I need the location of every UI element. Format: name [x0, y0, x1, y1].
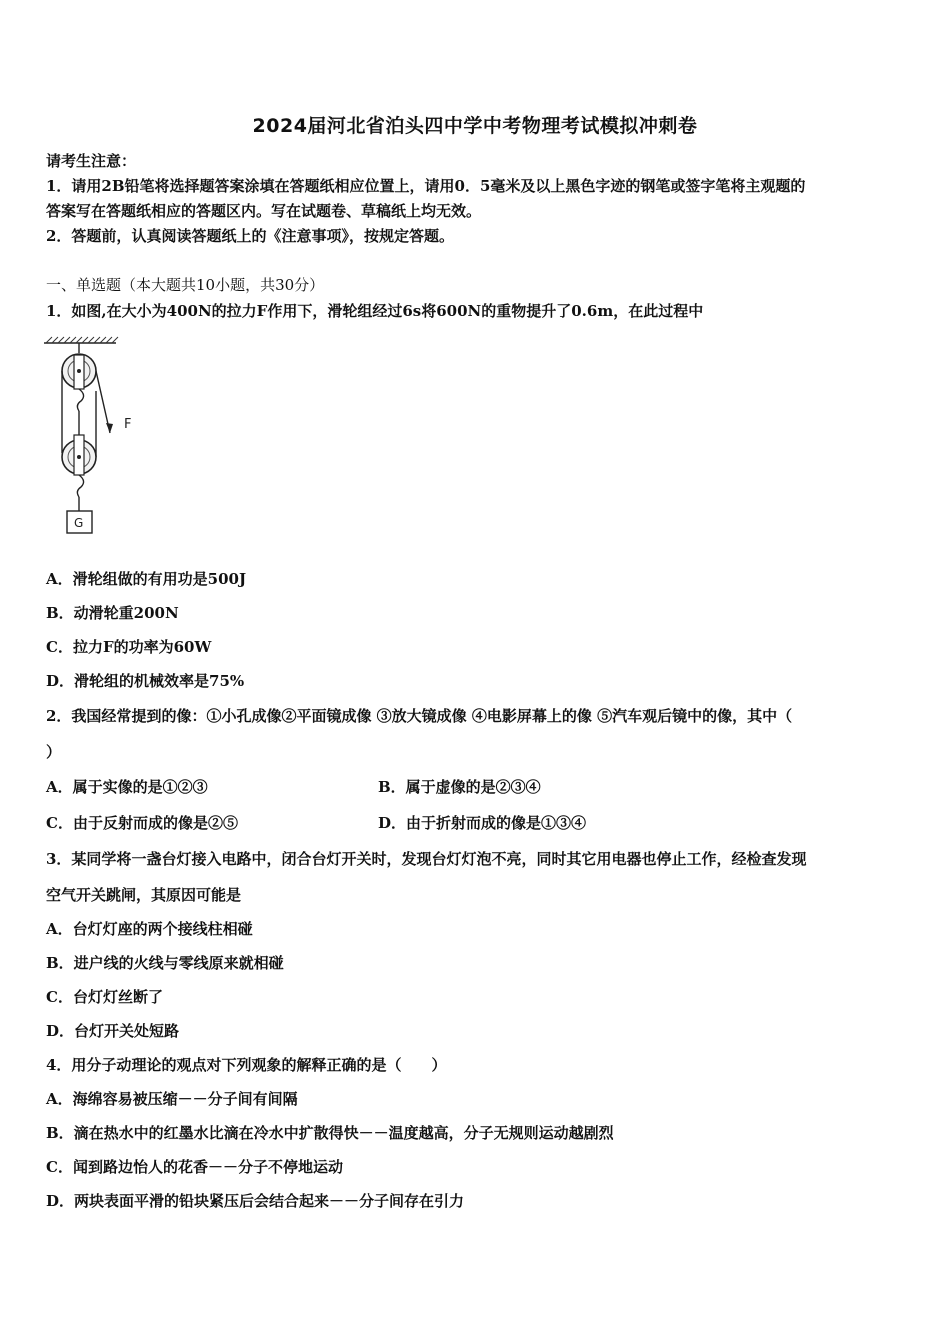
q2-option-b: B．属于虚像的是②③④: [378, 778, 541, 796]
upper-hook: [77, 389, 83, 411]
q4-option-d: D．两块表面平滑的铅块紧压后会结合起来－－分子间存在引力: [46, 1192, 465, 1210]
notice-item-1-line-1: 1．请用2B铅笔将选择题答案涂填在答题纸相应位置上，请用0．5毫米及以上黑色字迹的钢笔或签字笔将主观题的: [46, 177, 806, 195]
pulley-diagram: [40, 335, 150, 540]
q2-stem-line-2: ）: [46, 743, 62, 761]
q3-option-c: C．台灯灯丝断了: [46, 988, 163, 1006]
q3-option-d: D．台灯开关处短路: [46, 1022, 180, 1040]
weight-label: G: [74, 516, 84, 530]
q4-option-a: A．海绵容易被压缩－－分子间有间隔: [46, 1090, 298, 1108]
q3-option-a: A．台灯灯座的两个接线柱相碰: [46, 920, 253, 938]
force-arrowhead: [106, 423, 113, 433]
movable-pulley: [62, 435, 96, 475]
q4-option-c: C．闻到路边怡人的花香－－分子不停地运动: [46, 1158, 343, 1176]
q3-stem-line-2: 空气开关跳闸，其原因可能是: [46, 886, 242, 904]
q3-stem-line-1: 3．某同学将一盏台灯接入电路中，闭合台灯开关时，发现台灯灯泡不亮，同时其它用电器也停止工作，经检查发现: [46, 850, 807, 868]
q2-stem-line-1: 2．我国经常提到的像：①小孔成像②平面镜成像 ③放大镜成像 ④电影屏幕上的像 ⑤汽车观后镜中的像，其中（: [46, 707, 793, 725]
page-title: 2024届河北省泊头四中学中考物理考试模拟冲刺卷: [252, 115, 698, 137]
q2-option-d: D．由于折射而成的像是①③④: [378, 814, 587, 832]
notice-heading: 请考生注意：: [46, 152, 137, 170]
q4-stem: 4．用分子动理论的观点对下列观象的解释正确的是（ ）: [46, 1056, 447, 1074]
notice-item-1-line-2: 答案写在答题纸相应的答题区内。写在试题卷、草稿纸上均无效。: [46, 202, 482, 220]
q4-option-b: B．滴在热水中的红墨水比滴在冷水中扩散得快－－温度越高，分子无规则运动越剧烈: [46, 1124, 614, 1142]
ceiling-hatch: [46, 337, 118, 343]
force-label: F: [124, 417, 132, 432]
lower-hook: [77, 475, 83, 497]
fixed-pulley: [62, 354, 96, 389]
section-heading: 一、单选题（本大题共10小题，共30分）: [46, 276, 325, 294]
q1-option-a: A．滑轮组做的有用功是500J: [46, 570, 247, 588]
q1-stem: 1．如图,在大小为400N的拉力F作用下，滑轮组经过6s将600N的重物提升了0.6m，在此过程中: [46, 302, 704, 320]
q1-option-b: B．动滑轮重200N: [46, 604, 179, 622]
q1-option-c: C．拉力F的功率为60W: [46, 638, 212, 656]
q3-option-b: B．进户线的火线与零线原来就相碰: [46, 954, 284, 972]
q2-option-a: A．属于实像的是①②③: [46, 778, 208, 796]
q2-option-c: C．由于反射而成的像是②⑤: [46, 814, 238, 832]
notice-item-2: 2．答题前，认真阅读答题纸上的《注意事项》，按规定答题。: [46, 227, 454, 245]
q1-option-d: D．滑轮组的机械效率是75%: [46, 672, 245, 690]
